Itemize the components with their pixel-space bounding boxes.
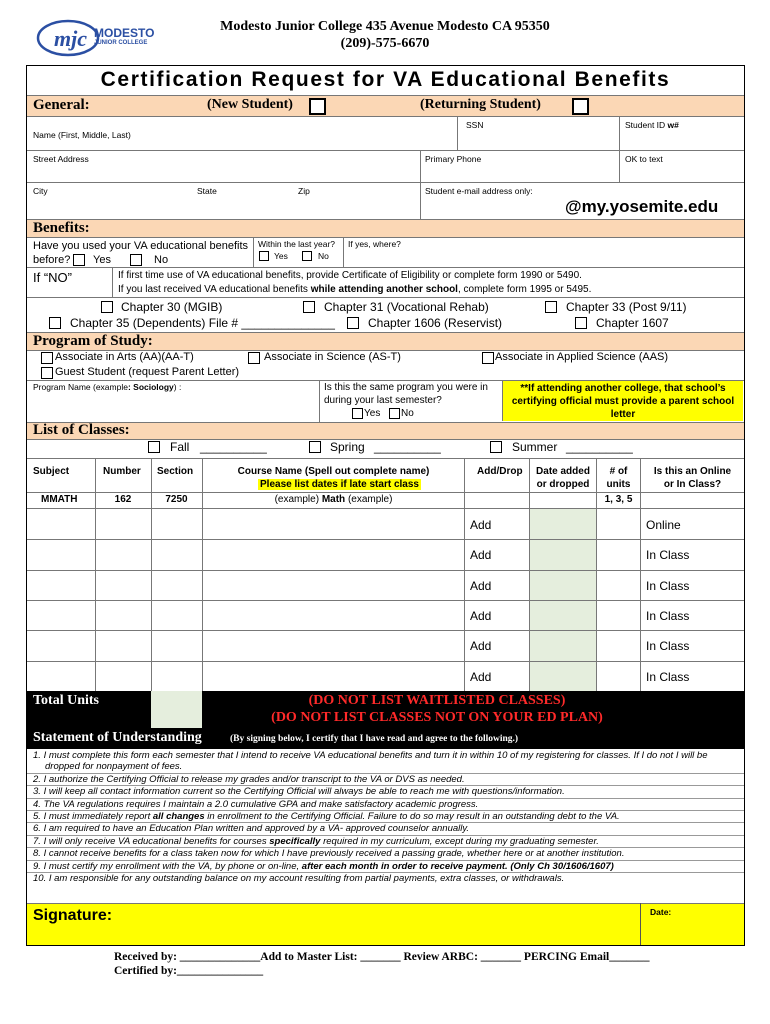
example-number: 162: [114, 494, 132, 505]
spring-blank: __________: [374, 440, 441, 454]
date-label: Date:: [650, 907, 672, 917]
col-course-name: Course Name (Spell out complete name): [237, 466, 430, 477]
college-phone: (209)-575-6670: [340, 36, 430, 51]
benefits-label: Benefits:: [33, 220, 90, 236]
row-mode[interactable]: Online: [646, 518, 681, 532]
chapter1606-checkbox[interactable]: [347, 317, 359, 329]
last-received-text: If you last received VA educational benefits while attending another school, complete form 1995 or 5495.: [118, 284, 592, 295]
classes-label: List of Classes:: [33, 422, 130, 438]
program-label: Program of Study:: [33, 333, 153, 349]
guest-checkbox[interactable]: [41, 367, 53, 379]
total-units-label: Total Units: [33, 693, 100, 708]
statement-item: 8. I cannot receive benefits for a class taken now for which I have previously received a passing grade, whether here or at another institution.: [27, 848, 744, 860]
program-name-label: Program Name (example: Sociology) :: [33, 382, 182, 392]
fall-checkbox[interactable]: [148, 441, 160, 453]
row-add-drop[interactable]: Add: [470, 548, 492, 562]
classes-band: [27, 422, 744, 440]
parent-letter-notice: **If attending another college, that school’s certifying official must provide a parent school letter: [502, 381, 743, 421]
within-no-checkbox[interactable]: [302, 251, 312, 261]
statement-item: 4. The VA regulations requires I maintain a 2.0 cumulative GPA and make satisfactory academic progress.: [27, 799, 744, 811]
name-label: Name (First, Middle, Last): [33, 130, 131, 140]
aa-label: Associate in Arts (AA)(AA-T): [55, 351, 194, 363]
first-time-text: If first time use of VA educational benefits, provide Certificate of Eligibility or complete form 1990 or 5490.: [118, 270, 582, 281]
waitlist-warning: (DO NOT LIST WAITLISTED CLASSES): [308, 693, 566, 708]
statement-label: Statement of Understanding: [33, 730, 202, 745]
statement-item: 6. I am required to have an Education Plan written and approved by a VA- approved counselor annually.: [27, 823, 744, 835]
new-student-label: (New Student): [207, 97, 293, 112]
street-address-label: Street Address: [33, 154, 89, 164]
row-add-drop[interactable]: Add: [470, 579, 492, 593]
chapter31-checkbox[interactable]: [303, 301, 315, 313]
summer-blank: __________: [566, 440, 633, 454]
example-section: 7250: [165, 494, 188, 505]
col-date-1: Date added: [536, 466, 590, 477]
chapter1607-checkbox[interactable]: [575, 317, 587, 329]
zip-label: Zip: [298, 186, 310, 196]
city-label: City: [33, 186, 48, 196]
chapter31-label: Chapter 31 (Vocational Rehab): [324, 300, 489, 314]
if-no-label: If “NO”: [33, 270, 72, 285]
form-title: Certification Request for VA Educational Benefits: [100, 68, 671, 91]
col-section: Section: [157, 466, 194, 477]
new-student-checkbox[interactable]: [309, 98, 326, 115]
chapter35-label: Chapter 35 (Dependents) File # ______________: [70, 316, 335, 330]
statement-item: 2. I authorize the Certifying Official to release my grades and/or transcript to the VA or DVS as needed.: [27, 774, 744, 786]
example-units: 1, 3, 5: [604, 494, 633, 505]
col-units-1: # of: [609, 466, 628, 477]
returning-student-label: (Returning Student): [420, 97, 541, 112]
statement-list: [27, 750, 744, 884]
primary-phone-label: Primary Phone: [425, 154, 482, 164]
signature-box[interactable]: [27, 903, 744, 945]
general-band: [27, 95, 744, 117]
benefits-yes-checkbox[interactable]: [73, 254, 85, 266]
fall-blank: __________: [200, 440, 267, 454]
row-add-drop[interactable]: Add: [470, 518, 492, 532]
statement-sub: (By signing below, I certify that I have read and agree to the following.): [230, 734, 519, 744]
college-address: Modesto Junior College 435 Avenue Modesto CA 95350: [220, 19, 550, 34]
example-course: (example) Math (example): [274, 494, 393, 505]
col-subject: Subject: [33, 466, 70, 477]
within-no-label: No: [318, 251, 329, 261]
statement-item: 1. I must complete this form each semester that I intend to receive VA educational benefits and turn it in within 10 of my registering for classes. If I do not I will be dropped for nonpayment of fees.: [27, 750, 744, 774]
logo-text-top: MODESTO: [94, 26, 155, 40]
row-add-drop[interactable]: Add: [470, 609, 492, 623]
summer-checkbox[interactable]: [490, 441, 502, 453]
same-program-question: Is this the same program you were in: [324, 382, 488, 393]
benefits-band: [27, 219, 744, 238]
statement-item: 3. I will keep all contact information current so the Certifying Official will always be able to reach me with questions/information.: [27, 786, 744, 798]
same-no-label: No: [401, 408, 414, 419]
row-add-drop[interactable]: Add: [470, 670, 492, 684]
ssn-label: SSN: [466, 120, 484, 130]
benefits-yes-label: Yes: [93, 254, 111, 266]
benefits-no-label: No: [154, 254, 169, 266]
same-yes-label: Yes: [364, 408, 381, 419]
row-mode[interactable]: In Class: [646, 579, 690, 593]
within-last-year-label: Within the last year?: [258, 239, 336, 249]
chapter33-checkbox[interactable]: [545, 301, 557, 313]
row-add-drop[interactable]: Add: [470, 639, 492, 653]
state-label: State: [197, 186, 217, 196]
spring-checkbox[interactable]: [309, 441, 321, 453]
example-subject: MMATH: [41, 494, 78, 505]
returning-student-checkbox[interactable]: [572, 98, 589, 115]
logo-text-bottom: JUNIOR COLLEGE: [94, 40, 148, 46]
statement-item: 9. I must certify my enrollment with the VA, by phone or on-line, after each month in order to receive payment. (Only Ch 30/1606/1607): [27, 861, 744, 873]
name-field[interactable]: [28, 118, 456, 149]
aas-label: Associate in Applied Science (AAS): [495, 351, 669, 363]
col-add-drop: Add/Drop: [477, 466, 523, 477]
general-label: General:: [33, 97, 90, 113]
email-label: Student e-mail address only:: [425, 186, 533, 196]
col-units-2: units: [606, 479, 631, 490]
within-yes-checkbox[interactable]: [259, 251, 269, 261]
row-mode[interactable]: In Class: [646, 639, 690, 653]
col-date-2: or dropped: [536, 479, 590, 490]
row-mode[interactable]: In Class: [646, 670, 690, 684]
statement-item: 5. I must immediately report all changes in enrollment to the Certifying Official. Failure to do so may result in an outstanding debt to the VA.: [27, 811, 744, 823]
if-yes-where-label: If yes, where?: [348, 239, 401, 249]
email-domain: @my.yosemite.edu: [565, 197, 719, 216]
row-mode[interactable]: In Class: [646, 609, 690, 623]
edplan-warning: (DO NOT LIST CLASSES NOT ON YOUR ED PLAN): [271, 710, 603, 725]
chapter30-checkbox[interactable]: [101, 301, 113, 313]
benefits-question: Have you used your VA educational benefits: [33, 240, 249, 252]
chapter33-label: Chapter 33 (Post 9/11): [566, 300, 687, 314]
chapter1606-label: Chapter 1606 (Reservist): [368, 316, 503, 330]
chapter1607-label: Chapter 1607: [596, 316, 669, 330]
certified-by-line: Certified by:_______________: [114, 965, 264, 977]
as-label: Associate in Science (AS-T): [264, 351, 401, 363]
col-online-1: Is this an Online: [653, 466, 732, 477]
row-mode[interactable]: In Class: [646, 548, 690, 562]
guest-label: Guest Student (request Parent Letter): [55, 366, 240, 378]
chapter35-checkbox[interactable]: [49, 317, 61, 329]
aas-checkbox[interactable]: [482, 352, 494, 364]
same-no-checkbox[interactable]: [389, 408, 400, 419]
chapter30-label: Chapter 30 (MGIB): [121, 300, 223, 314]
summer-label: Summer: [512, 440, 558, 454]
ok-to-text-label: OK to text: [625, 154, 663, 164]
same-yes-checkbox[interactable]: [352, 408, 363, 419]
statement-item: 7. I will only receive VA educational benefits for courses specifically required in my curriculum, except during my graduating semester.: [27, 836, 744, 848]
signature-label: Signature:: [33, 907, 113, 924]
same-program-question-2: during your last semester?: [324, 395, 442, 406]
fall-label: Fall: [170, 440, 190, 454]
spring-label: Spring: [330, 440, 365, 454]
office-use-line: Received by: ______________Add to Master List: _______ Review ARBC: _______ PERCING Email_______: [114, 951, 650, 963]
student-id-label: Student ID w#: [625, 120, 679, 130]
statement-item: 10. I am responsible for any outstanding balance on my account resulting from partial payments, extra classes, or withdrawals.: [33, 873, 565, 885]
as-checkbox[interactable]: [248, 352, 260, 364]
col-online-2: or In Class?: [663, 479, 722, 490]
col-number: Number: [103, 466, 141, 477]
logo-mark: mjc: [54, 26, 87, 51]
within-yes-label: Yes: [274, 251, 288, 261]
benefits-no-checkbox[interactable]: [130, 254, 142, 266]
col-late-start: Please list dates if late start class: [260, 479, 419, 490]
aa-checkbox[interactable]: [41, 352, 53, 364]
benefits-before-label: before?: [33, 254, 71, 266]
total-units-field[interactable]: [151, 691, 202, 728]
